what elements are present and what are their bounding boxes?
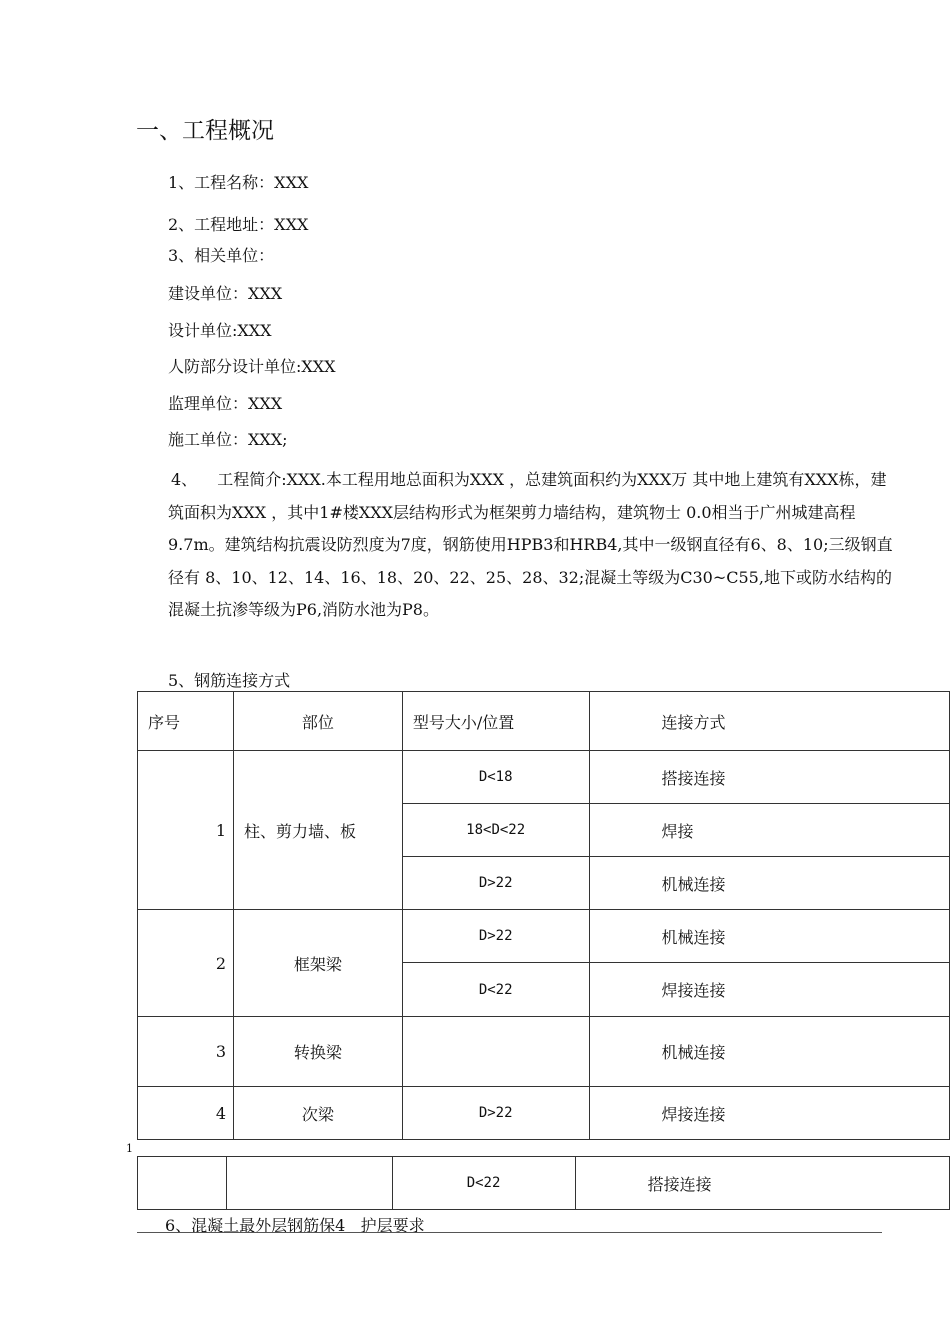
table-row	[138, 1017, 950, 1087]
table-header-row	[138, 692, 950, 751]
row-size: 18<D<22	[402, 804, 589, 857]
row-no: 2	[138, 910, 234, 1017]
page-number: 1	[126, 1142, 133, 1155]
row-method: 机械连接	[589, 1017, 949, 1087]
row-no: 3	[138, 1017, 234, 1087]
project-name: 1、工程名称：XXX	[168, 173, 309, 192]
row-part: 转换梁	[234, 1017, 403, 1087]
row-method: 焊接连接	[589, 963, 949, 1017]
row-size: D<18	[402, 751, 589, 804]
row-method: 机械连接	[589, 910, 949, 963]
row-method: 机械连接	[589, 857, 949, 910]
row-no: 4	[138, 1087, 234, 1140]
header-no: 序号	[138, 692, 234, 751]
row-size: D>22	[402, 910, 589, 963]
project-address: 2、工程地址：XXX	[168, 215, 309, 234]
table-row	[138, 1087, 950, 1140]
table-row	[138, 1157, 950, 1210]
row-size	[402, 1017, 589, 1087]
row-no	[138, 1157, 227, 1210]
header-size: 型号大小/位置	[402, 692, 589, 751]
civil-defense-designer-unit: 人防部分设计单位:XXX	[168, 357, 336, 376]
row-size: D<22	[402, 963, 589, 1017]
section-6-title: 6、混凝土最外层钢筋保4 护层要求	[165, 1216, 425, 1235]
row-part: 框架梁	[234, 910, 403, 1017]
divider	[137, 1232, 882, 1233]
rebar-connection-table	[137, 691, 950, 1140]
intro-text: 工程简介:XXX.本工程用地总面积为XXX ，总建筑面积约为XXX万 其中地上建筑有XXX栋，建筑面积为XXX ，其中1#楼XXX层结构形式为框架剪力墙结构，建筑物士 0.0相当于广州城建高程9.7m。建筑结构抗震设防烈度为7度，钢筋使用HPB3和HRB4,其中一级钢直径有6、8、10;三级钢直径有 8、10、12、14、16、18、20、22、25、28、32;混凝土等级为C30~C55,地下或防水结构的混凝土抗渗等级为P6,消防水池为P8。	[168, 470, 893, 619]
row-size: D>22	[402, 1087, 589, 1140]
designer-unit: 设计单位:XXX	[168, 321, 272, 340]
supervisor-unit: 监理单位：XXX	[168, 394, 283, 413]
builder-unit: 建设单位：XXX	[168, 284, 283, 303]
related-units-title: 3、相关单位：	[168, 246, 275, 265]
constructor-unit: 施工单位：XXX;	[168, 430, 288, 449]
section-5-title: 5、钢筋连接方式	[168, 671, 291, 690]
row-part: 次梁	[234, 1087, 403, 1140]
row-part: 柱、剪力墙、板	[234, 751, 403, 910]
intro-number: 4、	[171, 470, 198, 489]
row-no: 1	[138, 751, 234, 910]
header-part: 部位	[234, 692, 403, 751]
row-method: 搭接连接	[589, 751, 949, 804]
row-method: 焊接连接	[589, 1087, 949, 1140]
header-method: 连接方式	[589, 692, 949, 751]
rebar-connection-table-continued	[137, 1156, 950, 1210]
table-row	[138, 751, 950, 804]
row-part	[227, 1157, 392, 1210]
row-method: 焊接	[589, 804, 949, 857]
row-method: 搭接连接	[575, 1157, 949, 1210]
page-heading: 一、工程概况	[136, 118, 274, 144]
table-row	[138, 910, 950, 963]
row-size: D>22	[402, 857, 589, 910]
row-size: D<22	[392, 1157, 575, 1210]
project-intro	[168, 464, 894, 627]
